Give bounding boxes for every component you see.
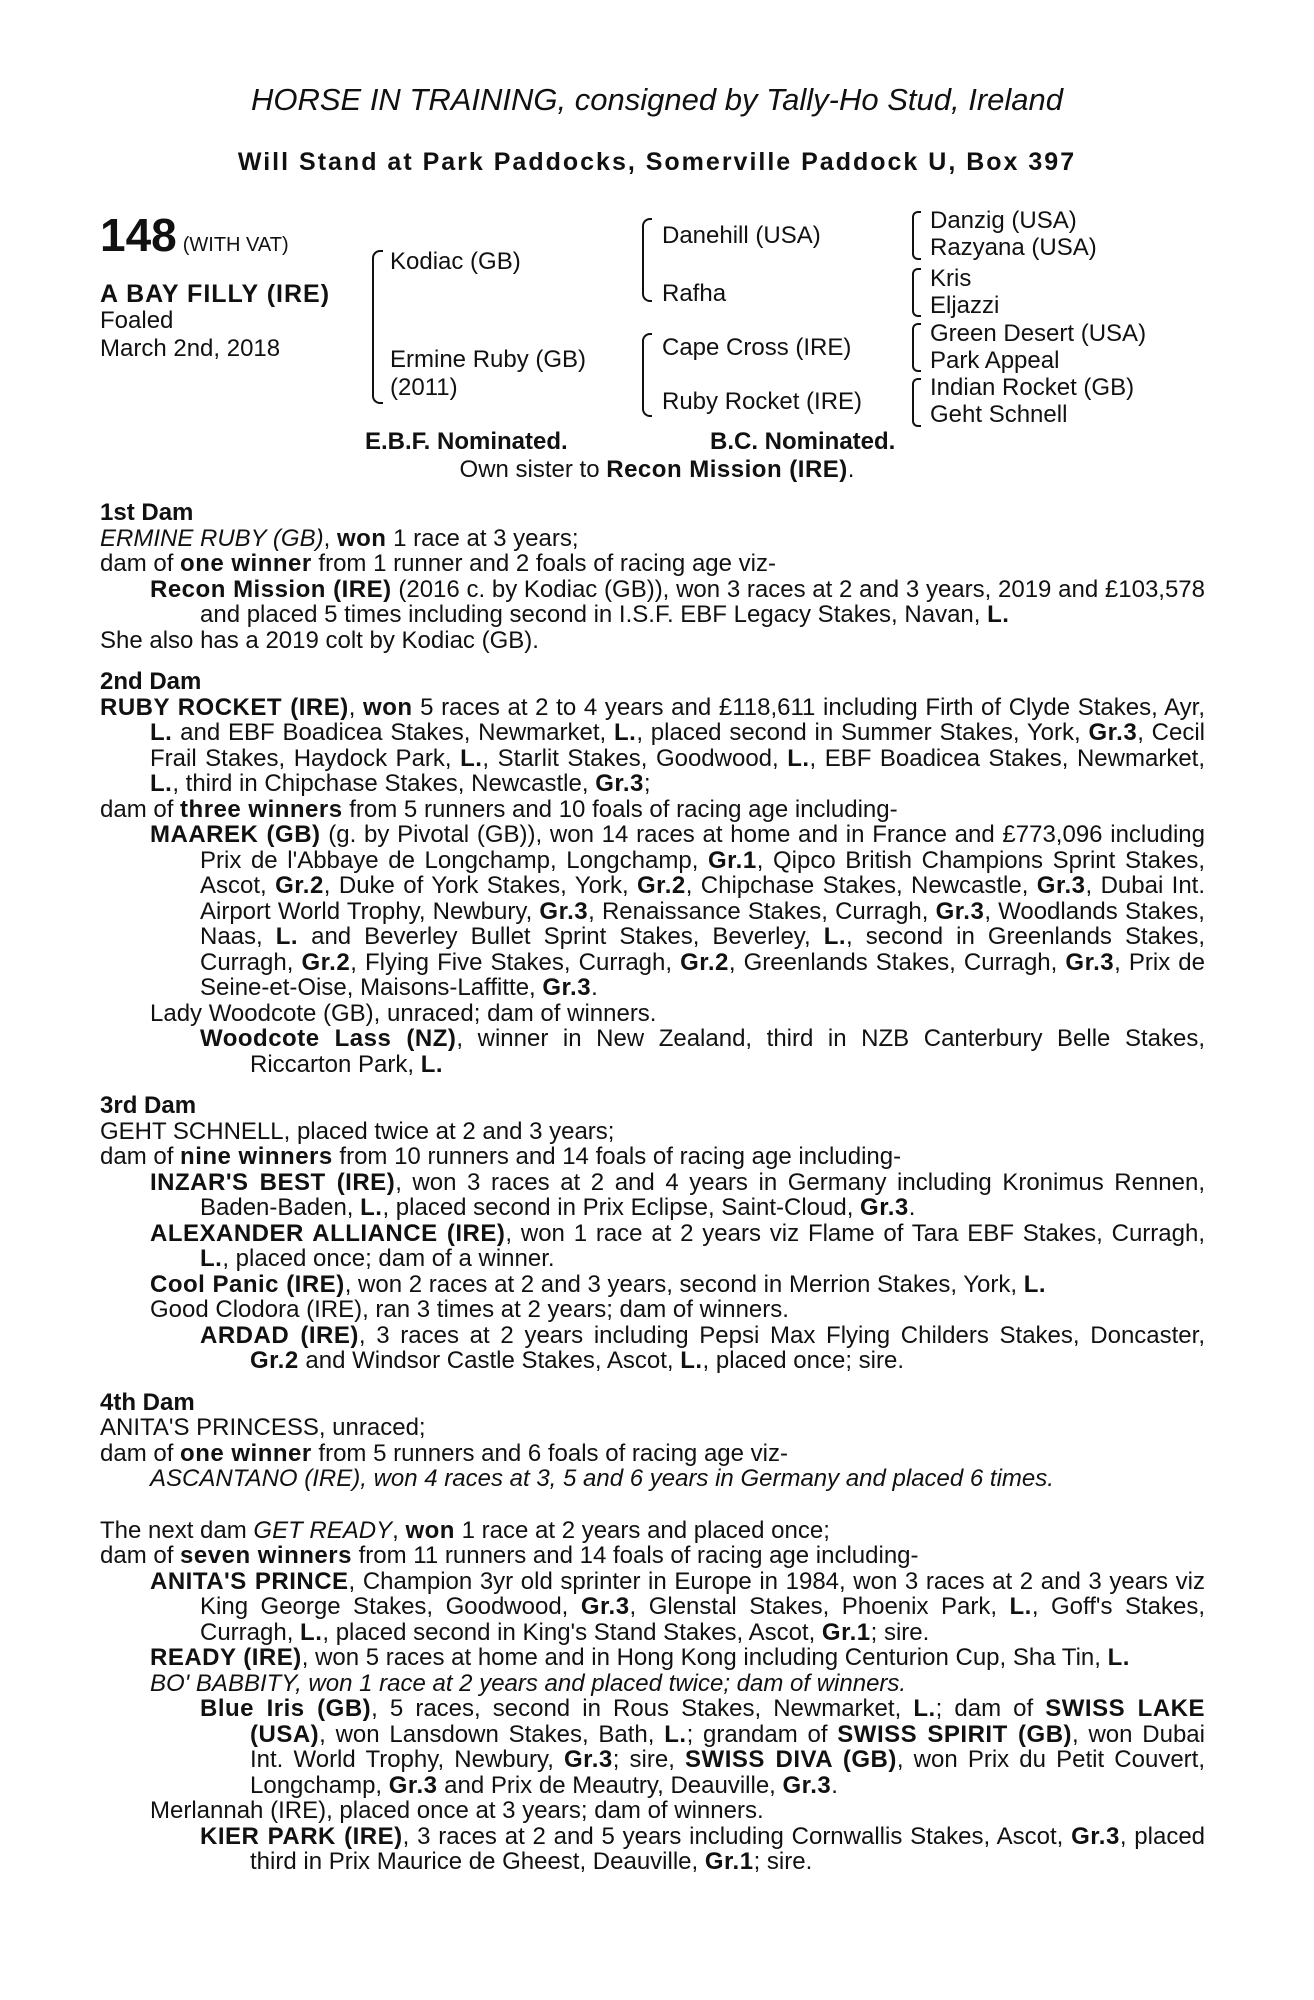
grand-progeny-entry: Blue Iris (GB), 5 races, second in Rous Stakes, Newmarket, L.; dam of SWISS LAKE (USA), won Lansdown Stakes, Bath, L.; grandam of SWISS SPIRIT (GB), won Dubai Int. World Trophy, Newbury, Gr.3; sire, SWISS DIVA (GB), won Prix du Petit Couvert, Longchamp, Gr.3 and Prix de Meautry, Deauville, Gr.3. — [200, 1695, 1206, 1799]
progeny-entry: Lady Woodcote (GB), unraced; dam of winners. — [150, 999, 657, 1027]
dam-produce-line: dam of one winner from 1 runner and 2 foals of racing age viz- — [100, 550, 776, 577]
dam-produce-line: dam of seven winners from 11 runners and 14 foals of racing age including- — [100, 1542, 919, 1569]
progeny-entry: ASCANTANO (IRE), won 4 races at 3, 5 and 6 years in Germany and placed 6 times. — [150, 1465, 1054, 1492]
section-heading: 1st Dam — [100, 499, 194, 526]
progeny-entry: MAAREK (GB) (g. by Pivotal (GB)), won 14 races at home and in France and £773,096 including Prix de l'Abbaye de Longchamp, Longchamp, Gr.1, Qipco British Champions Sprint Stakes, Ascot, Gr.2, Duke of York Stakes, York, Gr.2, Chipchase Stakes, Newcastle, Gr.3, Dubai Int. Airport World Trophy, Newbury, Gr.3, Renaissance Stakes, Curragh, Gr.3, Woodlands Stakes, Naas, L. and Beverley Bullet Sprint Stakes, Beverley, L., second in Greenlands Stakes, Curragh, Gr.2, Flying Five Stakes, Curragh, Gr.2, Greenlands Stakes, Curragh, Gr.3, Prix de Seine-et-Oise, Maisons-Laffitte, Gr.3. — [150, 821, 1206, 1001]
lot-number: 148 — [100, 209, 177, 261]
dam-produce-line: dam of three winners from 5 runners and 10 foals of racing age including- — [100, 795, 898, 823]
dam-line: RUBY ROCKET (IRE), won 5 races at 2 to 4 years and £118,611 including Firth of Clyde Stakes, Ayr, L. and EBF Boadicea Stakes, Newmarket, L., placed second in Summer Stakes, York, Gr.3, Cecil Frail Stakes, Haydock Park, L., Starlit Stakes, Goodwood, L., EBF Boadicea Stakes, Newmarket, L., third in Chipchase Stakes, Newcastle, Gr.3; — [100, 693, 1206, 797]
pedigree-ssd: Razyana (USA) — [930, 234, 1097, 261]
first-dam-section — [100, 500, 1205, 653]
dam-line: ERMINE RUBY (GB), won 1 race at 3 years; — [100, 524, 579, 552]
bc-nomination: B.C. Nominated. — [710, 428, 896, 455]
grand-progeny-entry: ARDAD (IRE), 3 races at 2 years including Pepsi Max Flying Childers Stakes, Doncaster, Gr.2 and Windsor Castle Stakes, Ascot, L., placed once; sire. — [200, 1321, 1205, 1374]
foaled-label: Foaled — [100, 307, 174, 334]
third-dam-section — [100, 1093, 1205, 1374]
vat-label: (WITH VAT) — [182, 234, 289, 256]
progeny-entry: ANITA'S PRINCE, Champion 3yr old sprinter in Europe in 1984, won 3 races at 2 and 3 years viz King George Stakes, Goodwood, Gr.3, Glenstal Stakes, Phoenix Park, L., Goff's Stakes, Curragh, L., placed second in King's Stand Stakes, Ascot, Gr.1; sire. — [150, 1567, 1205, 1646]
dam-produce-line: dam of one winner from 5 runners and 6 foals of racing age viz- — [100, 1439, 788, 1467]
progeny-entry: ALEXANDER ALLIANCE (IRE), won 1 race at 2 years viz Flame of Tara EBF Stakes, Curragh, L., placed once; dam of a winner. — [150, 1219, 1206, 1272]
stand-location: Will Stand at Park Paddocks, Somerville Paddock U, Box 397 — [237, 148, 1077, 176]
progeny-entry: Recon Mission (IRE) (2016 c. by Kodiac (GB)), won 3 races at 2 and 3 years, 2019 and £103,578 and placed 5 times including second in I.S.F. EBF Legacy Stakes, Navan, L. — [150, 575, 1205, 628]
section-heading: 3rd Dam — [100, 1092, 197, 1119]
pedigree-brace — [642, 218, 652, 302]
pedigree-ddd: Geht Schnell — [930, 401, 1068, 428]
section-heading: 4th Dam — [100, 1388, 195, 1416]
pedigree-sdd: Eljazzi — [930, 292, 1000, 319]
catalogue-heading: HORSE IN TRAINING, consigned by Tally-Ho Stud, Ireland — [250, 82, 1064, 117]
pedigree-sire-sire: Danehill (USA) — [662, 222, 821, 249]
pedigree-brace — [372, 250, 383, 404]
pedigree-brace — [912, 211, 921, 260]
dam-line: GEHT SCHNELL, placed twice at 2 and 3 years; — [100, 1117, 615, 1145]
dam-produce-line: dam of nine winners from 10 runners and 14 foals of racing age including- — [100, 1143, 902, 1170]
pedigree-brace — [642, 333, 652, 417]
progeny-entry: Merlannah (IRE), placed once at 3 years; dam of winners. — [150, 1797, 764, 1824]
own-sister-line: Own sister to Recon Mission (IRE). — [459, 456, 855, 483]
pedigree-sire: Kodiac (GB) — [390, 248, 521, 275]
pedigree-dam-dam: Ruby Rocket (IRE) — [662, 388, 863, 415]
grand-progeny-entry: Woodcote Lass (NZ), winner in New Zealand, third in NZB Canterbury Belle Stakes, Riccarton Park, L. — [200, 1025, 1206, 1078]
pedigree-dam-sire: Cape Cross (IRE) — [662, 334, 852, 361]
lot-number-block — [100, 208, 289, 262]
produce-record — [100, 500, 1205, 1875]
pedigree-dam-year: (2011) — [390, 374, 458, 401]
pedigree-dds: Indian Rocket (GB) — [930, 374, 1135, 401]
section-heading: 2nd Dam — [100, 668, 202, 695]
progeny-entry: Cool Panic (IRE), won 2 races at 2 and 3 years, second in Merrion Stakes, York, L. — [150, 1270, 1047, 1298]
pedigree-brace — [912, 323, 921, 372]
lot-name: A BAY FILLY (IRE) — [100, 280, 331, 308]
foal-note: She also has a 2019 colt by Kodiac (GB). — [100, 626, 539, 654]
pedigree-sds: Kris — [930, 265, 972, 292]
pedigree-sire-dam: Rafha — [662, 280, 727, 307]
pedigree-dss: Green Desert (USA) — [930, 320, 1147, 347]
second-dam-section — [100, 669, 1205, 1077]
pedigree-sss: Danzig (USA) — [930, 207, 1077, 234]
pedigree-dam: Ermine Ruby (GB) — [390, 346, 587, 373]
grand-progeny-entry: KIER PARK (IRE), 3 races at 2 and 5 years including Cornwallis Stakes, Ascot, Gr.3, placed third in Prix Maurice de Gheest, Deauville, Gr.1; sire. — [200, 1822, 1206, 1875]
progeny-entry: Good Clodora (IRE), ran 3 times at 2 years; dam of winners. — [150, 1296, 789, 1323]
dam-line: ANITA'S PRINCESS, unraced; — [100, 1414, 426, 1441]
pedigree-brace — [912, 378, 921, 427]
ebf-nomination: E.B.F. Nominated. — [365, 428, 568, 455]
fourth-dam-section — [100, 1390, 1205, 1492]
foaled-date: March 2nd, 2018 — [100, 335, 281, 362]
pedigree-brace — [912, 268, 921, 317]
pedigree-dsd: Park Appeal — [930, 347, 1060, 374]
progeny-entry: READY (IRE), won 5 races at home and in Hong Kong including Centurion Cup, Sha Tin, L. — [150, 1644, 1130, 1671]
progeny-entry: INZAR'S BEST (IRE), won 3 races at 2 and 4 years in Germany including Kronimus Rennen, Baden-Baden, L., placed second in Prix Eclipse, Saint-Cloud, Gr.3. — [150, 1168, 1205, 1221]
next-dam-section — [100, 1518, 1205, 1875]
progeny-entry: BO' BABBITY, won 1 race at 2 years and placed twice; dam of winners. — [150, 1669, 907, 1697]
dam-line: The next dam GET READY, won 1 race at 2 years and placed once; — [100, 1516, 830, 1544]
